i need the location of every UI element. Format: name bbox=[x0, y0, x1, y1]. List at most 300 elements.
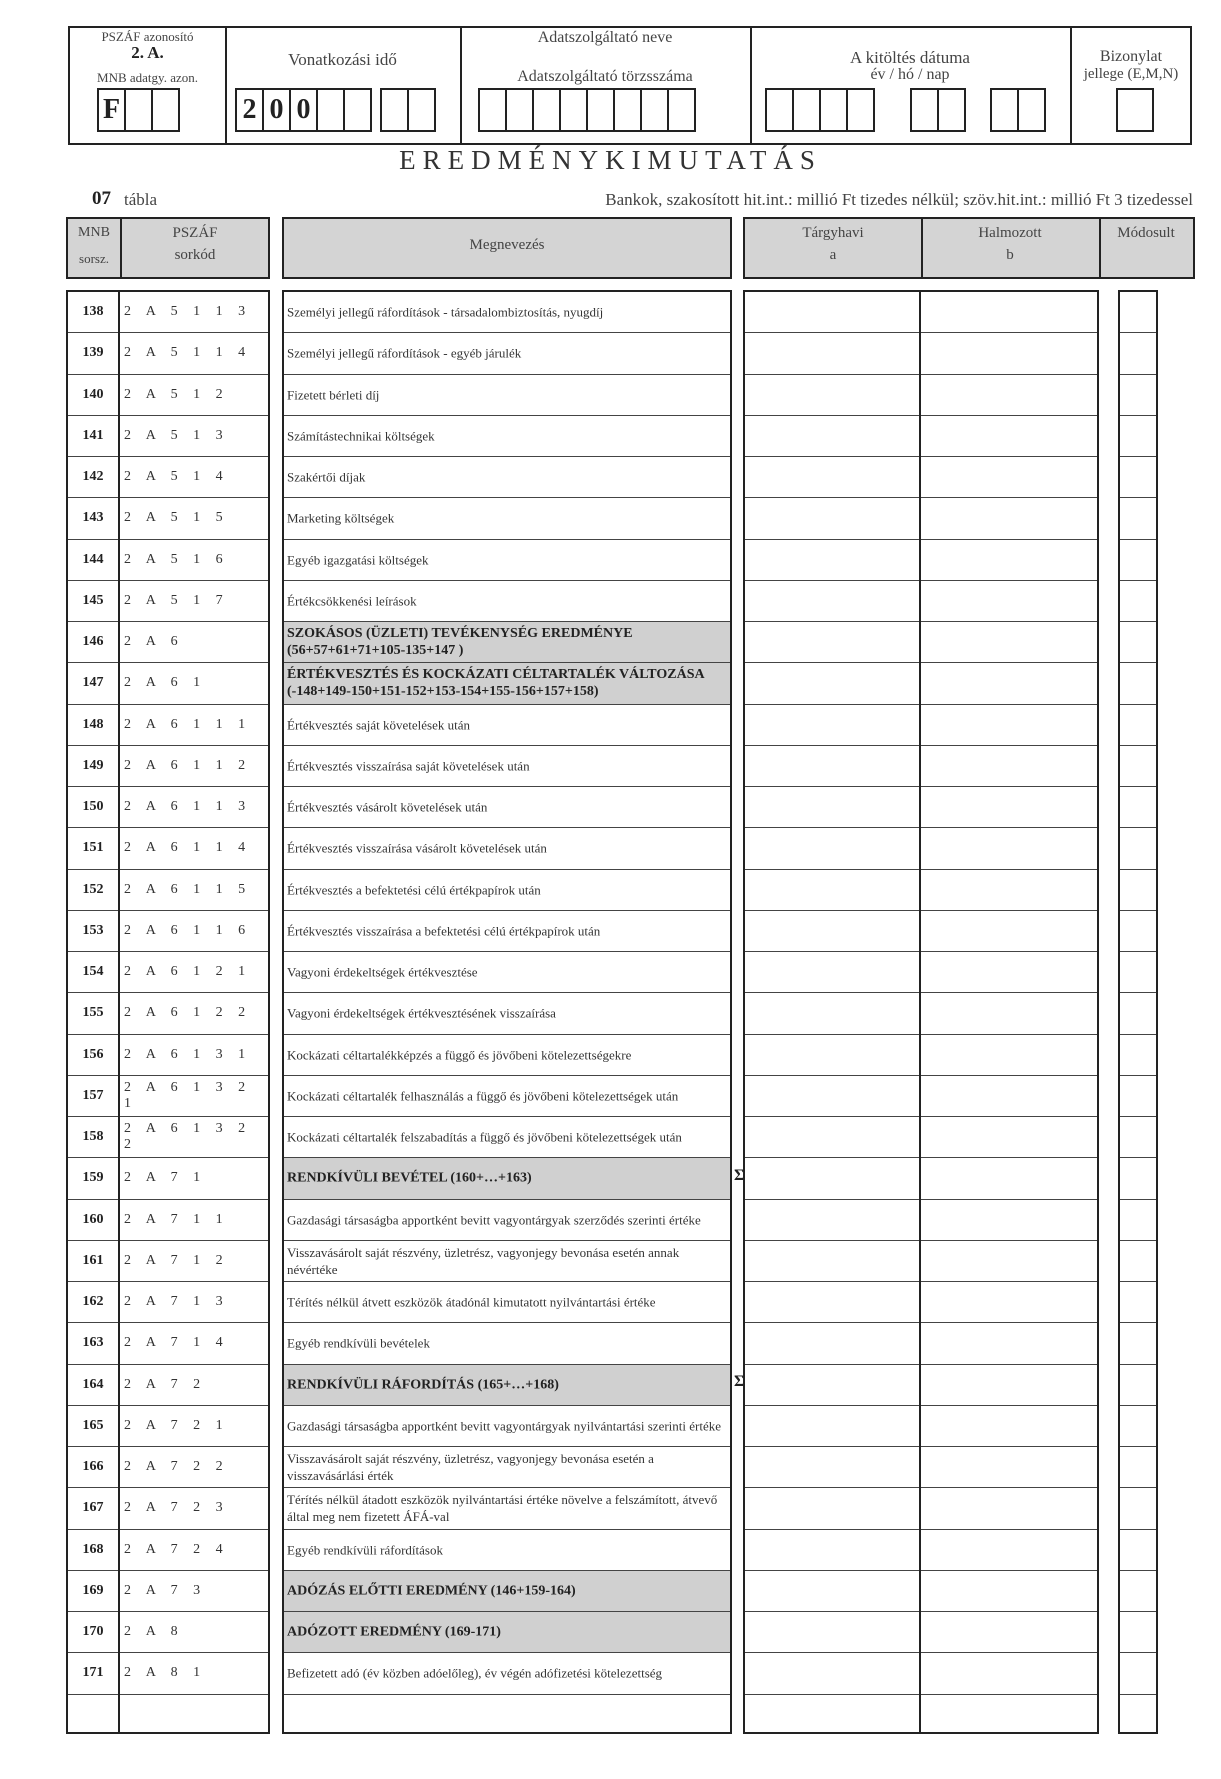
period-cells-2 bbox=[380, 88, 434, 132]
header-name bbox=[282, 217, 732, 279]
current-value-cell[interactable] bbox=[745, 498, 919, 539]
current-value-cell[interactable] bbox=[745, 1530, 919, 1571]
row-serial: 153 bbox=[82, 922, 104, 938]
cumulative-value-cell[interactable] bbox=[921, 746, 1097, 787]
cumulative-value-cell[interactable] bbox=[921, 1653, 1097, 1694]
doc-type-label: Bizonylat bbox=[1099, 48, 1163, 65]
row-name: Értékcsökkenési leírások bbox=[287, 593, 417, 609]
doc-type-cell[interactable] bbox=[1116, 88, 1154, 132]
current-value-cell[interactable] bbox=[745, 1035, 919, 1076]
row-serial: 154 bbox=[82, 964, 104, 980]
current-value-cell[interactable] bbox=[745, 622, 919, 663]
current-value-cell[interactable] bbox=[745, 952, 919, 993]
row-code: 2 A 6 1 1 6 bbox=[124, 922, 252, 938]
row-code: 2 A 6 1 1 4 bbox=[124, 840, 252, 856]
col-pszaf: PSZÁF bbox=[172, 225, 218, 241]
cumulative-value-cell[interactable] bbox=[921, 1488, 1097, 1529]
column-cumulative bbox=[919, 290, 1099, 1734]
cumulative-value-cell[interactable] bbox=[921, 1323, 1097, 1364]
fill-date-month-cells bbox=[910, 88, 964, 132]
cumulative-value-cell[interactable] bbox=[921, 1117, 1097, 1158]
row-serial: 148 bbox=[82, 716, 104, 732]
current-value-cell[interactable] bbox=[745, 1365, 919, 1406]
current-value-cell[interactable] bbox=[745, 993, 919, 1034]
provider-reg-cell[interactable] bbox=[559, 88, 588, 132]
modified-cell[interactable] bbox=[1120, 333, 1156, 374]
table-row bbox=[68, 705, 118, 746]
day-cell[interactable] bbox=[1017, 88, 1046, 132]
table-row bbox=[284, 1365, 730, 1406]
current-value-cell[interactable] bbox=[745, 1612, 919, 1653]
cumulative-value-cell[interactable] bbox=[921, 292, 1097, 333]
table-row bbox=[284, 870, 730, 911]
table-row bbox=[68, 828, 118, 869]
pszaf-id-value: 2. A. bbox=[131, 43, 164, 62]
header-codes bbox=[66, 217, 270, 279]
table-row bbox=[68, 375, 118, 416]
row-serial: 141 bbox=[82, 427, 104, 443]
current-value-cell[interactable] bbox=[745, 416, 919, 457]
row-serial: 150 bbox=[82, 799, 104, 815]
period-cell[interactable]: 2 bbox=[235, 88, 264, 132]
row-code: 2 A 5 1 1 3 bbox=[124, 304, 252, 320]
row-serial: 138 bbox=[82, 304, 104, 320]
table-row bbox=[120, 1117, 268, 1158]
row-serial: 165 bbox=[82, 1417, 104, 1433]
table-row bbox=[284, 705, 730, 746]
modified-cell[interactable] bbox=[1120, 1488, 1156, 1529]
table-label: tábla bbox=[124, 190, 158, 209]
provider-reg-cell[interactable] bbox=[667, 88, 696, 132]
table-row bbox=[284, 1117, 730, 1158]
row-code: 2 A 7 1 1 bbox=[124, 1211, 229, 1227]
row-name: Kockázati céltartalékképzés a függő és jövőbeni kötelezettségekre bbox=[287, 1047, 632, 1063]
table-row bbox=[120, 1323, 268, 1364]
period-cell[interactable] bbox=[316, 88, 345, 132]
table-row bbox=[120, 1035, 268, 1076]
row-name: Személyi jellegű ráfordítások - társadalombiztosítás, nyugdíj bbox=[287, 304, 604, 320]
row-code: 2 A 6 1 1 3 bbox=[124, 799, 252, 815]
current-value-cell[interactable] bbox=[745, 581, 919, 622]
row-name: RENDKÍVÜLI BEVÉTEL (160+…+163) bbox=[287, 1170, 532, 1186]
modified-cell[interactable] bbox=[1120, 705, 1156, 746]
current-value-cell[interactable] bbox=[745, 540, 919, 581]
table-row bbox=[120, 787, 268, 828]
modified-cell[interactable] bbox=[1120, 622, 1156, 663]
provider-reg-cell[interactable] bbox=[532, 88, 561, 132]
row-serial: 162 bbox=[82, 1294, 104, 1310]
column-name bbox=[282, 290, 732, 1734]
table-row bbox=[284, 333, 730, 374]
current-value-cell[interactable] bbox=[745, 746, 919, 787]
row-name: Egyéb rendkívüli ráfordítások bbox=[287, 1542, 443, 1558]
year-cell[interactable] bbox=[792, 88, 821, 132]
cumulative-value-cell[interactable] bbox=[921, 581, 1097, 622]
header-values bbox=[743, 217, 1195, 279]
row-serial: 143 bbox=[82, 510, 104, 526]
current-value-cell[interactable] bbox=[745, 1447, 919, 1488]
modified-cell[interactable] bbox=[1120, 746, 1156, 787]
modified-cell[interactable] bbox=[1120, 1200, 1156, 1241]
row-serial: 166 bbox=[82, 1459, 104, 1475]
row-name: RENDKÍVÜLI RÁFORDÍTÁS (165+…+168) bbox=[287, 1377, 559, 1393]
mnb-id-cell[interactable] bbox=[124, 88, 153, 132]
table-row bbox=[284, 1530, 730, 1571]
provider-reg-cell[interactable] bbox=[478, 88, 507, 132]
row-name: Vagyoni érdekeltségek értékvesztésének visszaírása bbox=[287, 1005, 556, 1021]
table-row bbox=[68, 457, 118, 498]
mnb-id-cell[interactable] bbox=[151, 88, 180, 132]
fill-date-day-cells bbox=[990, 88, 1044, 132]
modified-cell[interactable] bbox=[1120, 787, 1156, 828]
divider bbox=[225, 28, 227, 143]
table-row bbox=[120, 870, 268, 911]
table-row bbox=[68, 1076, 118, 1117]
cumulative-value-cell[interactable] bbox=[921, 1612, 1097, 1653]
row-serial: 169 bbox=[82, 1582, 104, 1598]
provider-reg-cells bbox=[478, 88, 694, 132]
modified-cell[interactable] bbox=[1120, 540, 1156, 581]
current-value-cell[interactable] bbox=[745, 333, 919, 374]
table-row bbox=[68, 870, 118, 911]
modified-cell[interactable] bbox=[1120, 1241, 1156, 1282]
table-row bbox=[120, 705, 268, 746]
row-code: 2 A 6 1 3 1 bbox=[124, 1046, 252, 1062]
row-serial: 164 bbox=[82, 1376, 104, 1392]
row-serial: 170 bbox=[82, 1624, 104, 1640]
cumulative-value-cell[interactable] bbox=[921, 1571, 1097, 1612]
cumulative-value-cell[interactable] bbox=[921, 1241, 1097, 1282]
row-code: 2 A 7 3 bbox=[124, 1582, 207, 1598]
cumulative-value-cell[interactable] bbox=[921, 333, 1097, 374]
table-row bbox=[68, 1117, 118, 1158]
day-cell[interactable] bbox=[990, 88, 1019, 132]
row-serial: 149 bbox=[82, 757, 104, 773]
modified-cell[interactable] bbox=[1120, 1447, 1156, 1488]
mnb-id-cell[interactable]: F bbox=[97, 88, 126, 132]
cumulative-value-cell[interactable] bbox=[921, 1406, 1097, 1447]
table-row bbox=[68, 333, 118, 374]
table-row bbox=[284, 1035, 730, 1076]
row-code: 2 A 5 1 6 bbox=[124, 551, 229, 567]
table-row bbox=[284, 746, 730, 787]
table-row bbox=[120, 540, 268, 581]
row-code: 2 A 7 2 bbox=[124, 1376, 207, 1392]
modified-cell[interactable] bbox=[1120, 375, 1156, 416]
period-cell[interactable]: 0 bbox=[262, 88, 291, 132]
modified-cell[interactable] bbox=[1120, 1076, 1156, 1117]
row-serial: 144 bbox=[82, 551, 104, 567]
cumulative-value-cell[interactable] bbox=[921, 1200, 1097, 1241]
cumulative-value-cell[interactable] bbox=[921, 663, 1097, 704]
row-code: 2 A 6 1 bbox=[124, 675, 207, 691]
sigma-icon: Σ bbox=[734, 1373, 745, 1391]
year-cell[interactable] bbox=[819, 88, 848, 132]
table-row bbox=[68, 1447, 118, 1488]
row-serial: 139 bbox=[82, 345, 104, 361]
table-row bbox=[68, 622, 118, 663]
table-row bbox=[284, 1241, 730, 1282]
row-name: Értékvesztés visszaírása a befektetési célú értékpapírok után bbox=[287, 923, 601, 939]
row-name: Értékvesztés a befektetési célú értékpapírok után bbox=[287, 882, 541, 898]
modified-cell[interactable] bbox=[1120, 1406, 1156, 1447]
row-code: 2 A 7 2 3 bbox=[124, 1500, 229, 1516]
current-value-cell[interactable] bbox=[745, 1158, 919, 1199]
table-row bbox=[68, 1612, 118, 1653]
row-code: 2 A 7 2 1 bbox=[124, 1417, 229, 1433]
provider-reg-cell[interactable] bbox=[640, 88, 669, 132]
row-name: Gazdasági társaságba apportként bevitt vagyontárgyak nyilvántartási szerinti értéke bbox=[287, 1418, 722, 1434]
period-cell[interactable] bbox=[343, 88, 372, 132]
modified-cell[interactable] bbox=[1120, 1158, 1156, 1199]
table-row bbox=[284, 1323, 730, 1364]
col-cumulative: Halmozott bbox=[978, 225, 1042, 241]
table-row bbox=[68, 787, 118, 828]
cumulative-value-cell[interactable] bbox=[921, 540, 1097, 581]
row-serial: 140 bbox=[82, 386, 104, 402]
cumulative-value-cell[interactable] bbox=[921, 870, 1097, 911]
current-value-cell[interactable] bbox=[745, 1076, 919, 1117]
table-row bbox=[120, 1200, 268, 1241]
row-serial: 156 bbox=[82, 1046, 104, 1062]
modified-cell[interactable] bbox=[1120, 1323, 1156, 1364]
modified-cell[interactable] bbox=[1120, 911, 1156, 952]
modified-cell[interactable] bbox=[1120, 1612, 1156, 1653]
mnb-id-cells bbox=[97, 88, 178, 132]
row-code: 2 A 5 1 5 bbox=[124, 510, 229, 526]
row-serial: 163 bbox=[82, 1335, 104, 1351]
pszaf-id-label: PSZÁF azonosító bbox=[101, 29, 194, 44]
table-number: 07 bbox=[92, 188, 111, 209]
modified-cell[interactable] bbox=[1120, 1530, 1156, 1571]
cumulative-value-cell[interactable] bbox=[921, 375, 1097, 416]
cumulative-value-cell[interactable] bbox=[921, 952, 1097, 993]
col-pszaf-sub: sorkód bbox=[174, 247, 216, 263]
modified-cell[interactable] bbox=[1120, 663, 1156, 704]
cumulative-value-cell[interactable] bbox=[921, 1282, 1097, 1323]
col-current-sub: a bbox=[829, 247, 837, 263]
col-mnb: MNB bbox=[78, 225, 110, 240]
row-code: 2 A 5 1 1 4 bbox=[124, 345, 252, 361]
table-row bbox=[120, 1365, 268, 1406]
modified-cell[interactable] bbox=[1120, 581, 1156, 622]
current-value-cell[interactable] bbox=[745, 663, 919, 704]
modified-cell[interactable] bbox=[1120, 498, 1156, 539]
provider-name-label: Adatszolgáltató neve bbox=[537, 29, 673, 46]
year-cell[interactable] bbox=[765, 88, 794, 132]
current-value-cell[interactable] bbox=[745, 292, 919, 333]
cumulative-value-cell[interactable] bbox=[921, 1447, 1097, 1488]
page-title: EREDMÉNYKIMUTATÁS bbox=[399, 145, 822, 175]
table-row bbox=[284, 1571, 730, 1612]
table-row bbox=[68, 1282, 118, 1323]
table-row bbox=[120, 333, 268, 374]
current-value-cell[interactable] bbox=[745, 1488, 919, 1529]
row-name: Befizetett adó (év közben adóelőleg), év végén adófizetési kötelezettség bbox=[287, 1665, 663, 1681]
row-code: 2 A 5 1 3 bbox=[124, 427, 229, 443]
row-serial: 167 bbox=[82, 1500, 104, 1516]
row-name: Értékvesztés vásárolt követelések után bbox=[287, 799, 488, 815]
row-code: 2 A 6 1 3 2 1 bbox=[124, 1079, 252, 1111]
row-code: 2 A 6 1 3 2 2 bbox=[124, 1121, 252, 1153]
row-name: Értékvesztés visszaírása vásárolt követelések után bbox=[287, 840, 547, 856]
modified-cell[interactable] bbox=[1120, 1282, 1156, 1323]
row-name: ADÓZÁS ELŐTTI EREDMÉNY (146+159-164) bbox=[287, 1583, 576, 1599]
modified-cell[interactable] bbox=[1120, 457, 1156, 498]
cumulative-value-cell[interactable] bbox=[921, 1035, 1097, 1076]
row-name: Térítés nélkül átvett eszközök átadónál kimutatott nyilvántartási értéke bbox=[287, 1294, 656, 1310]
provider-reg-cell[interactable] bbox=[505, 88, 534, 132]
table-row bbox=[120, 416, 268, 457]
row-serial: 147 bbox=[82, 675, 104, 691]
row-name: SZOKÁSOS (ÜZLETI) TEVÉKENYSÉG EREDMÉNYE (56+57+61+71+105-135+147 ) bbox=[287, 626, 633, 659]
cumulative-value-cell[interactable] bbox=[921, 1530, 1097, 1571]
form-header bbox=[68, 26, 1192, 145]
modified-cell[interactable] bbox=[1120, 870, 1156, 911]
current-value-cell[interactable] bbox=[745, 1406, 919, 1447]
cumulative-value-cell[interactable] bbox=[921, 457, 1097, 498]
row-code: 2 A 7 1 3 bbox=[124, 1294, 229, 1310]
table-row bbox=[68, 1488, 118, 1529]
table-row bbox=[284, 416, 730, 457]
table-row bbox=[68, 498, 118, 539]
row-name: Vagyoni érdekeltségek értékvesztése bbox=[287, 964, 478, 980]
cumulative-value-cell[interactable] bbox=[921, 911, 1097, 952]
table-row bbox=[120, 1447, 268, 1488]
cumulative-value-cell[interactable] bbox=[921, 1076, 1097, 1117]
table-row bbox=[68, 1653, 118, 1694]
modified-cell[interactable] bbox=[1120, 1117, 1156, 1158]
row-name: Visszavásárolt saját részvény, üzletrész, vagyonjegy bevonása esetén annak névértéke bbox=[287, 1244, 680, 1277]
row-serial: 168 bbox=[82, 1541, 104, 1557]
provider-reg-cell[interactable] bbox=[613, 88, 642, 132]
modified-cell[interactable] bbox=[1120, 1035, 1156, 1076]
current-value-cell[interactable] bbox=[745, 705, 919, 746]
modified-cell[interactable] bbox=[1120, 952, 1156, 993]
provider-reg-cell[interactable] bbox=[586, 88, 615, 132]
table-row bbox=[284, 1612, 730, 1653]
row-code: 2 A 6 1 2 1 bbox=[124, 964, 252, 980]
table-row bbox=[120, 375, 268, 416]
fill-date-label: A kitöltés dátuma bbox=[850, 48, 970, 67]
row-name: Értékvesztés saját követelések után bbox=[287, 717, 471, 733]
current-value-cell[interactable] bbox=[745, 1241, 919, 1282]
modified-cell[interactable] bbox=[1120, 993, 1156, 1034]
table-row bbox=[120, 498, 268, 539]
table-row bbox=[284, 787, 730, 828]
current-value-cell[interactable] bbox=[745, 1282, 919, 1323]
table-row bbox=[68, 1406, 118, 1447]
table-row bbox=[120, 993, 268, 1034]
current-value-cell[interactable] bbox=[745, 828, 919, 869]
period-cell[interactable] bbox=[407, 88, 436, 132]
table-row bbox=[68, 292, 118, 333]
table-row bbox=[284, 663, 730, 704]
modified-cell[interactable] bbox=[1120, 292, 1156, 333]
row-name: Szakértői díjak bbox=[287, 469, 366, 485]
cumulative-value-cell[interactable] bbox=[921, 828, 1097, 869]
modified-cell[interactable] bbox=[1120, 416, 1156, 457]
table-row bbox=[120, 1612, 268, 1653]
row-serial: 159 bbox=[82, 1170, 104, 1186]
cumulative-value-cell[interactable] bbox=[921, 787, 1097, 828]
table-row bbox=[120, 1653, 268, 1694]
cumulative-value-cell[interactable] bbox=[921, 993, 1097, 1034]
modified-cell[interactable] bbox=[1120, 1653, 1156, 1694]
table-row bbox=[120, 952, 268, 993]
modified-cell[interactable] bbox=[1120, 828, 1156, 869]
table-row bbox=[284, 292, 730, 333]
cumulative-value-cell[interactable] bbox=[921, 1365, 1097, 1406]
cumulative-value-cell[interactable] bbox=[921, 498, 1097, 539]
modified-cell[interactable] bbox=[1120, 1365, 1156, 1406]
period-label: Vonatkozási idő bbox=[288, 50, 397, 69]
row-name: Térítés nélkül átadott eszközök nyilvántartási értéke növelve a felszámított, átvevő által meg nem fizetett ÁFÁ-val bbox=[287, 1492, 718, 1525]
current-value-cell[interactable] bbox=[745, 787, 919, 828]
row-code: 2 A 7 2 4 bbox=[124, 1541, 229, 1557]
month-cell[interactable] bbox=[937, 88, 966, 132]
current-value-cell[interactable] bbox=[745, 457, 919, 498]
current-value-cell[interactable] bbox=[745, 375, 919, 416]
row-code: 2 A 8 1 bbox=[124, 1665, 207, 1681]
table-row bbox=[68, 1158, 118, 1199]
modified-cell[interactable] bbox=[1120, 1571, 1156, 1612]
row-name: Egyéb igazgatási költségek bbox=[287, 552, 429, 568]
fill-date-format: év / hó / nap bbox=[870, 66, 950, 83]
col-mnb-sub: sorsz. bbox=[79, 251, 109, 266]
cumulative-value-cell[interactable] bbox=[921, 705, 1097, 746]
current-value-cell[interactable] bbox=[745, 1571, 919, 1612]
table-row bbox=[68, 416, 118, 457]
month-cell[interactable] bbox=[910, 88, 939, 132]
row-name: Fizetett bérleti díj bbox=[287, 387, 380, 403]
row-code: 2 A 5 1 7 bbox=[124, 592, 229, 608]
cumulative-value-cell[interactable] bbox=[921, 1158, 1097, 1199]
table-row bbox=[284, 540, 730, 581]
year-cell[interactable] bbox=[846, 88, 875, 132]
table-row bbox=[284, 952, 730, 993]
cumulative-value-cell[interactable] bbox=[921, 622, 1097, 663]
table-row bbox=[68, 952, 118, 993]
current-value-cell[interactable] bbox=[745, 911, 919, 952]
table-row bbox=[120, 663, 268, 704]
row-serial: 158 bbox=[82, 1129, 104, 1145]
table-row bbox=[284, 1653, 730, 1694]
table-row bbox=[284, 911, 730, 952]
row-name: ADÓZOTT EREDMÉNY (169-171) bbox=[287, 1624, 501, 1640]
table-row bbox=[120, 622, 268, 663]
current-value-cell[interactable] bbox=[745, 1117, 919, 1158]
current-value-cell[interactable] bbox=[745, 870, 919, 911]
table-row bbox=[284, 581, 730, 622]
cumulative-value-cell[interactable] bbox=[921, 416, 1097, 457]
table-row bbox=[120, 1488, 268, 1529]
table-row bbox=[284, 1076, 730, 1117]
provider-reg-label: Adatszolgáltató törzsszáma bbox=[517, 68, 693, 85]
table-row bbox=[284, 1406, 730, 1447]
period-cell[interactable]: 0 bbox=[289, 88, 318, 132]
current-value-cell[interactable] bbox=[745, 1653, 919, 1694]
period-cell[interactable] bbox=[380, 88, 409, 132]
table-row bbox=[68, 1035, 118, 1076]
table-row bbox=[120, 1241, 268, 1282]
table-row bbox=[120, 828, 268, 869]
current-value-cell[interactable] bbox=[745, 1323, 919, 1364]
row-name: Számítástechnikai költségek bbox=[287, 428, 435, 444]
current-value-cell[interactable] bbox=[745, 1200, 919, 1241]
table-row bbox=[284, 1282, 730, 1323]
row-serial: 142 bbox=[82, 469, 104, 485]
